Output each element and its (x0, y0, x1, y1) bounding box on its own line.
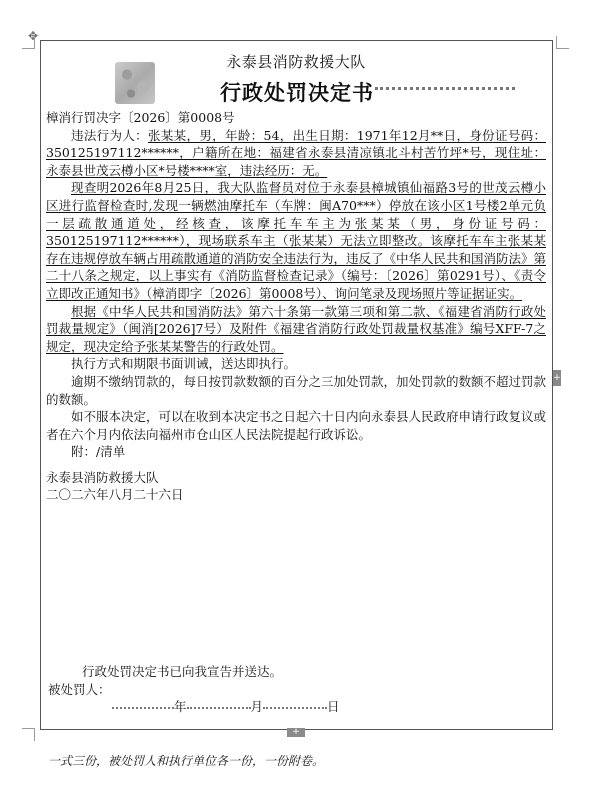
month-label: 月 (250, 699, 264, 714)
offender-info-line1: 张某某，男，年龄：54，出生日期：1971年12月**日， (148, 127, 470, 143)
document-number: 樟消行罚决字〔2026〕第0008号 (46, 110, 235, 125)
offender-label: 违法行为人： (71, 127, 149, 143)
offender-info-line2: 身份证号码：350125197112******，户籍所在地：福建省永泰县清凉镇北斗村苦竹坪*号，现住址：永泰县世茂云樽小区*号楼****室，违法经历：无。 (46, 127, 546, 178)
month-blank[interactable] (187, 707, 251, 709)
title-dotted-leader (375, 87, 515, 90)
table-move-handle-icon[interactable]: ✥ (28, 29, 39, 43)
copies-footnote: 一式三份，被处罚人和执行单位各一份，一份附卷。 (48, 754, 325, 768)
resize-handle-right-icon[interactable]: + (553, 370, 561, 386)
appeal-paragraph: 如不服本决定，可以在收到本决定书之日起六十日内向永泰县人民政府申请行政复议或者在六个月内依法向福州市仓山区人民法院提起行政诉讼。 (46, 409, 547, 442)
signing-date: 二〇二六年八月二十六日 (46, 487, 184, 503)
document-title: 行政处罚决定书 (220, 81, 374, 105)
receipt-date-line (112, 697, 340, 715)
year-label: 年 (174, 699, 187, 714)
execution-paragraph: 执行方式和期限书面训诫，送达即执行。 (71, 356, 297, 372)
legal-basis-paragraph: 根据《中华人民共和国消防法》第六十条第一款第三项和第二款、《福建省消防行政处罚裁量规定》（闽消[2026]7号）及附件《福建省消防行政处罚裁量权基准》编号XFF-7之规定，现决定给予张某某警告的行政处罚。 (46, 303, 546, 354)
service-statement: 行政处罚决定书已向我宣告并送达。 (82, 664, 283, 679)
offender-paragraph (46, 127, 546, 180)
crop-mark-top-left (22, 36, 35, 49)
document-body (46, 109, 546, 504)
agency-name: 永泰县消防救援大队 (226, 53, 366, 71)
add-row-handle-icon[interactable]: + (287, 728, 305, 737)
recipient-label: 被处罚人： (48, 682, 111, 697)
late-payment-paragraph: 逾期不缴纳罚款的，每日按罚款数额的百分之三加处罚款，加处罚款的数额不超过罚款的数额。 (46, 373, 547, 407)
year-blank[interactable] (112, 707, 174, 709)
facts-paragraph: 现查明2026年8月25日，我大队监督员对位于永泰县樟城镇仙福路3号的世茂云樽小区进行监督检查时,发现一辆燃油摩托车（车牌：闽A70***）停放在该小区1号楼2单元负一层疏散通道处，经核查，该摩托车车主为张某某（男，身份证号码：350125197112******），现场联系车主（张某某）无法立即整改。该摩托车车主张某某存在违规停放车辆占用疏散通道的消防安全违法行为，违反了《中华人民共和国消防法》第二十八条之规定，以上事实有《消防监督检查记录》（编号：〔2026〕第0291号）、《责令立即改正通知书》（樟消即字〔2026〕第0008号）、询问笔录及现场照片等证据证实。 (46, 180, 547, 301)
crop-mark-top-right (556, 36, 569, 49)
signing-agency: 永泰县消防救援大队 (46, 469, 159, 485)
day-label: 日 (327, 699, 340, 714)
day-blank[interactable] (263, 707, 327, 709)
attachment-line: 附：/清单 (71, 444, 126, 460)
crop-mark-bottom-left (22, 728, 35, 741)
